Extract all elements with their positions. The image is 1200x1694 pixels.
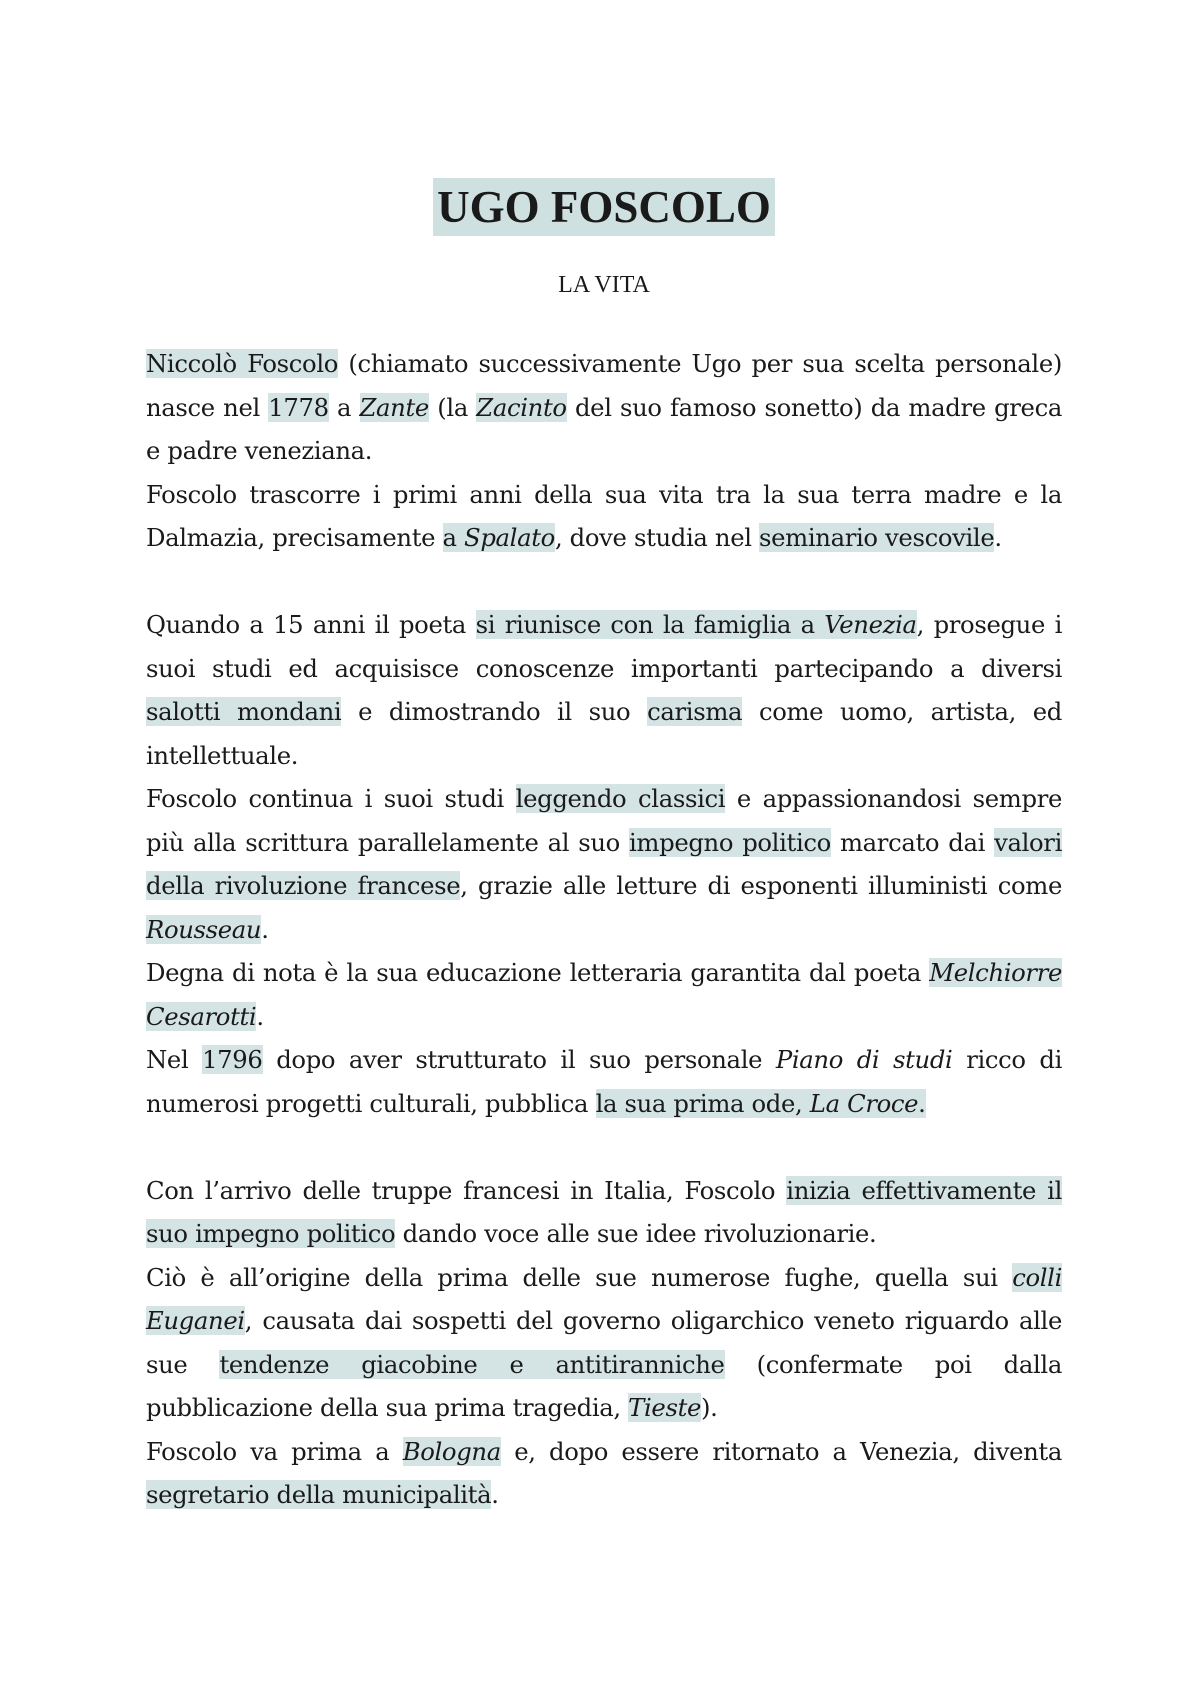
- text-run: marcato dai: [830, 827, 995, 857]
- text-run: come uomo, artista, ed intellettuale.: [146, 697, 1062, 770]
- highlighted-text: Spalato: [464, 523, 555, 552]
- document-title: UGO FOSCOLO: [433, 178, 775, 236]
- text-run: .: [994, 523, 1002, 552]
- text-run: (la: [428, 392, 477, 422]
- text-run: Quando a 15 anni il poeta: [146, 610, 476, 639]
- highlighted-text: La Croce: [809, 1088, 919, 1118]
- document-page: [146, 178, 1062, 1517]
- highlighted-text: Niccolò Foscolo: [146, 349, 339, 378]
- text-run: , grazie alle letture di esponenti illuministi come: [460, 871, 1062, 900]
- text-run: Foscolo va prima a: [146, 1436, 403, 1466]
- section-subtitle: LA VITA: [558, 272, 650, 298]
- body-paragraph: [146, 1256, 1062, 1430]
- title-container: [146, 178, 1062, 248]
- body-paragraph: [146, 951, 1062, 1038]
- text-run: dando voce alle sue idee rivoluzionarie.: [395, 1219, 877, 1248]
- highlighted-text: Melchiorre Cesarotti: [146, 958, 1062, 1031]
- highlighted-text: .: [918, 1088, 926, 1118]
- text-run: , dove studia nel: [554, 523, 760, 552]
- body-paragraph: [146, 1038, 1062, 1125]
- text-run: Degna di nota è la sua educazione letteraria garantita dal poeta: [146, 958, 930, 987]
- highlighted-text: leggendo classici: [515, 784, 726, 813]
- body-paragraph: [146, 473, 1062, 560]
- highlighted-text: tendenze giacobine e antitiranniche: [219, 1349, 725, 1379]
- highlighted-text: la sua prima ode,: [595, 1088, 810, 1118]
- highlighted-text: 1778: [268, 392, 329, 422]
- text-run: a: [328, 392, 360, 422]
- body-paragraph: [146, 1430, 1062, 1517]
- highlighted-text: segretario della municipalità: [146, 1480, 492, 1509]
- text-run: Con l’arrivo delle truppe francesi in Italia, Foscolo: [146, 1175, 787, 1205]
- text-run: e appassionandosi sempre più alla scrittura parallelamente al suo: [146, 784, 1062, 857]
- highlighted-text: Tieste: [628, 1393, 702, 1422]
- highlighted-text: Zante: [359, 392, 429, 422]
- highlighted-text: 1796: [202, 1045, 263, 1074]
- text-run: .: [256, 1001, 264, 1031]
- text-run: e dimostrando il suo: [341, 697, 648, 726]
- text-run: Nel: [146, 1045, 203, 1074]
- highlighted-text: carisma: [647, 697, 743, 726]
- text-run: , prosegue i suoi studi ed acquisisce conoscenze importanti partecipando a diversi: [146, 610, 1063, 683]
- text-run: dopo aver strutturato il suo personale: [262, 1045, 776, 1074]
- text-run: Foscolo continua i suoi studi: [146, 784, 516, 813]
- text-run: .: [491, 1480, 499, 1509]
- text-run: (confermate poi dalla pubblicazione della sua prima tragedia,: [146, 1349, 1062, 1422]
- highlighted-text: si riunisce con la famiglia a: [475, 610, 825, 639]
- text-run: ).: [701, 1393, 718, 1422]
- text-run: ricco di numerosi progetti culturali, pubblica: [146, 1045, 1062, 1118]
- text-run: del suo famoso sonetto) da madre greca e padre veneziana.: [146, 392, 1062, 465]
- highlighted-text: Venezia: [824, 610, 917, 639]
- document-body: [146, 342, 1062, 1517]
- highlighted-text: Zacinto: [476, 392, 567, 422]
- highlighted-text: Rousseau: [146, 914, 262, 944]
- highlighted-text: valori della rivoluzione francese: [146, 827, 1062, 900]
- text-run: , causata dai sospetti del governo oligarchico veneto riguardo alle sue: [146, 1306, 1062, 1379]
- highlighted-text: inizia effettivamente il suo impegno politico: [146, 1175, 1062, 1248]
- body-paragraph: [146, 603, 1062, 777]
- body-paragraph: [146, 342, 1062, 473]
- text-run: Ciò è all’origine della prima delle sue numerose fughe, quella sui: [146, 1262, 1013, 1292]
- highlighted-text: Bologna: [402, 1436, 501, 1466]
- highlighted-text: impegno politico: [629, 827, 831, 857]
- text-run: Foscolo trascorre i primi anni della sua vita tra la sua terra madre e la Dalmazia, precisamente: [146, 479, 1062, 552]
- highlighted-text: seminario vescovile: [759, 523, 995, 552]
- italic-text: Piano di studi: [775, 1045, 953, 1074]
- body-paragraph: [146, 777, 1062, 951]
- highlighted-text: colli Euganei: [146, 1262, 1062, 1335]
- highlighted-text: a: [442, 523, 465, 552]
- body-paragraph: [146, 1169, 1062, 1256]
- text-run: .: [261, 914, 269, 944]
- highlighted-text: salotti mondani: [146, 697, 342, 726]
- text-run: (chiamato successivamente Ugo per sua scelta personale) nasce nel: [146, 349, 1063, 422]
- text-run: e, dopo essere ritornato a Venezia, diventa: [500, 1436, 1062, 1466]
